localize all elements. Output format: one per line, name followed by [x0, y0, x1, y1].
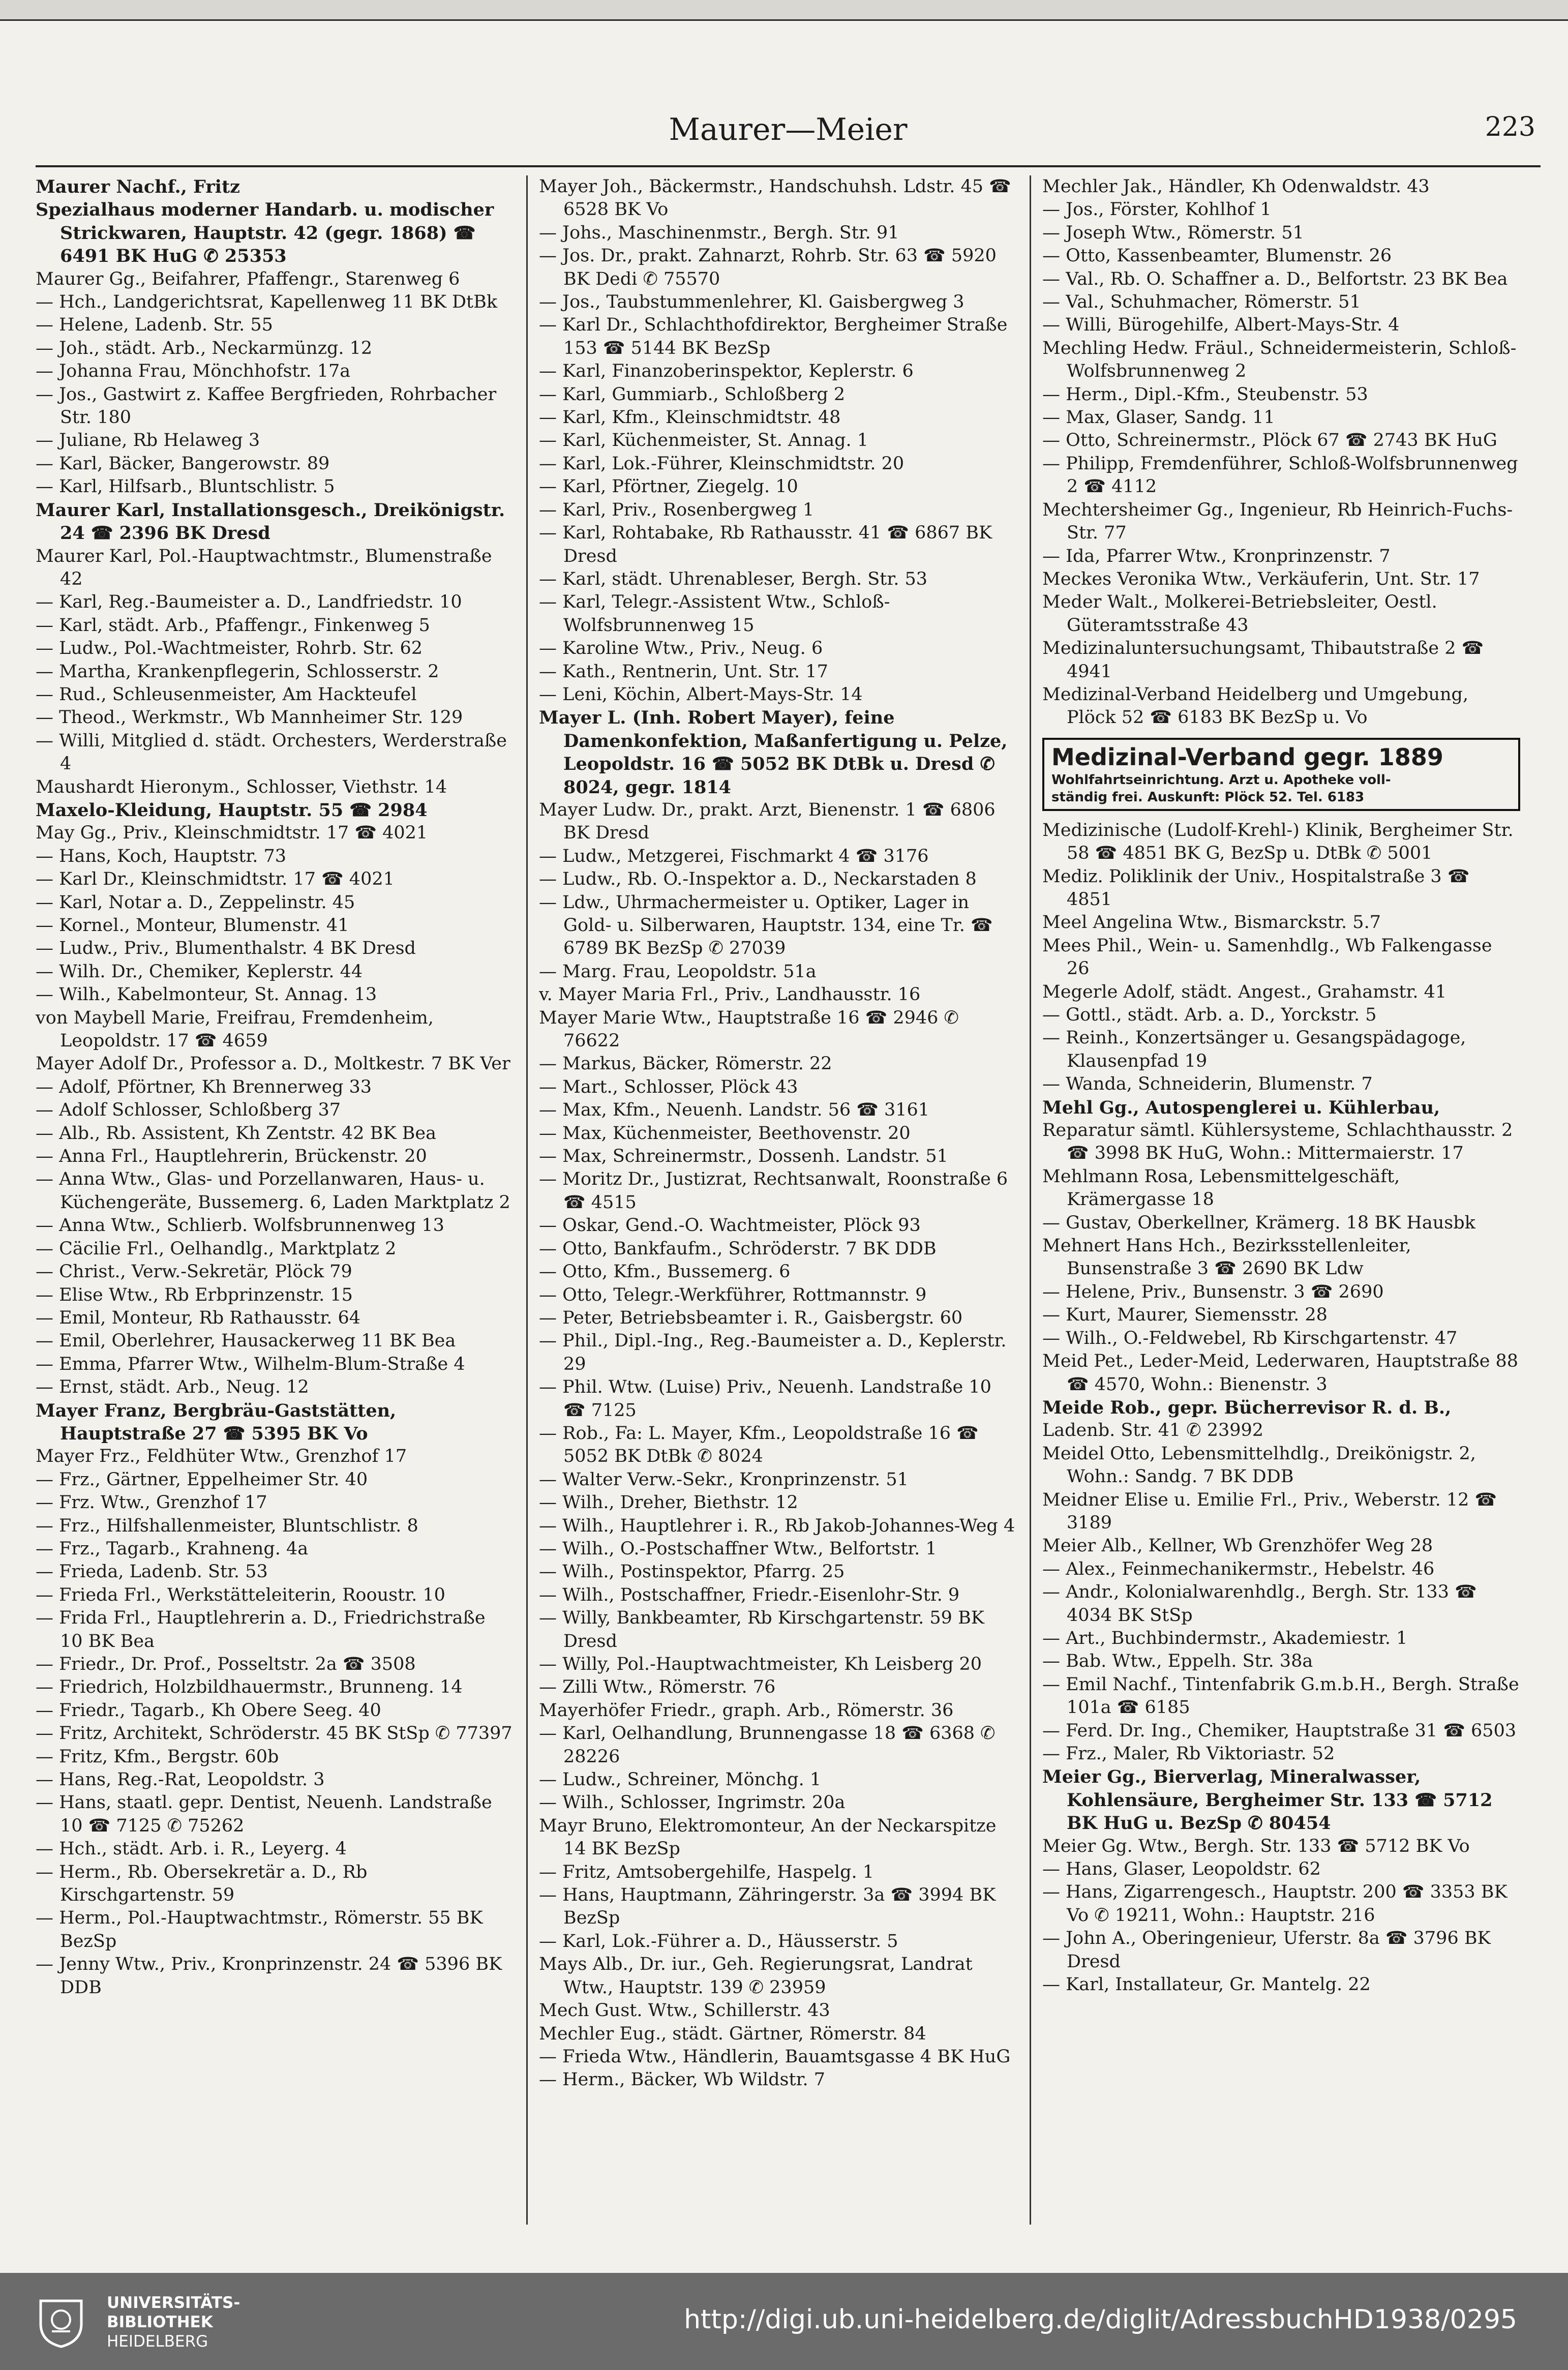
directory-entry: — Fritz, Amtsobergehilfe, Haspelg. 1	[539, 1862, 875, 1882]
directory-entry: — Joh., städt. Arb., Neckarmünzg. 12	[36, 338, 373, 358]
directory-entry: — Herm., Pol.-Hauptwachtmstr., Römerstr. 55 BK BezSp	[36, 1908, 483, 1952]
column-middle	[539, 175, 1017, 2225]
directory-entry: — Val., Schuhmacher, Römerstr. 51	[1042, 292, 1361, 313]
page-title: Maurer—Meier	[669, 112, 908, 147]
directory-entry: — Zilli Wtw., Römerstr. 76	[539, 1677, 776, 1698]
directory-entry: Mayer Joh., Bäckermstr., Handschuhsh. Ldstr. 45 ☎ 6528 BK Vo	[539, 176, 1011, 220]
directory-entry: — Emil, Monteur, Rb Rathausstr. 64	[36, 1307, 360, 1328]
directory-entry: Meid Pet., Leder-Meid, Lederwaren, Hauptstraße 88 ☎ 4570, Wohn.: Bienenstr. 3	[1042, 1351, 1519, 1395]
directory-entry: Mediz. Poliklinik der Univ., Hospitalstraße 3 ☎ 4851	[1042, 866, 1470, 910]
directory-entry: Meel Angelina Wtw., Bismarckstr. 5.7	[1042, 912, 1381, 933]
directory-entry: — Frz., Tagarb., Krahneng. 4a	[36, 1538, 309, 1559]
directory-entry: Maxelo-Kleidung, Hauptstr. 55 ☎ 2984	[36, 799, 428, 821]
directory-entry: Mehl Gg., Autospenglerei u. Kühlerbau,	[1042, 1097, 1440, 1118]
directory-entry: — Ludw., Rb. O.-Inspektor a. D., Neckarstaden 8	[539, 869, 977, 890]
directory-entry: — Hans, Koch, Hauptstr. 73	[36, 846, 287, 866]
directory-entry: — Emma, Pfarrer Wtw., Wilhelm-Blum-Straße 4	[36, 1354, 465, 1374]
directory-entry: — Otto, Telegr.-Werkführer, Rottmannstr. 9	[539, 1284, 927, 1305]
advertisement-line: Wohlfahrtseinrichtung. Arzt u. Apotheke voll-	[1051, 772, 1391, 788]
directory-entry: — Jos., Förster, Kohlhof 1	[1042, 199, 1272, 220]
directory-entry: Medizinische (Ludolf-Krehl-) Klinik, Bergheimer Str. 58 ☎ 4851 BK G, BezSp u. DtBk ✆ 5001	[1042, 820, 1514, 864]
directory-entry: — Theod., Werkmstr., Wb Mannheimer Str. 129	[36, 707, 463, 728]
directory-entry: Medizinal-Verband Heidelberg und Umgebung, Plöck 52 ☎ 6183 BK BezSp u. Vo	[1042, 684, 1469, 728]
directory-entry: — Max, Glaser, Sandg. 11	[1042, 407, 1275, 428]
directory-entry: — Ludw., Pol.-Wachtmeister, Rohrb. Str. 62	[36, 638, 423, 659]
directory-entry: — Helene, Priv., Bunsenstr. 3 ☎ 2690	[1042, 1281, 1384, 1302]
directory-entry: — Fritz, Architekt, Schröderstr. 45 BK StSp ✆ 77397	[36, 1723, 512, 1744]
directory-entry: — Cäcilie Frl., Oelhandlg., Marktplatz 2	[36, 1238, 397, 1259]
directory-entry: — Hch., städt. Arb. i. R., Leyerg. 4	[36, 1839, 347, 1859]
directory-entry: — Max, Küchenmeister, Beethovenstr. 20	[539, 1123, 911, 1144]
directory-entry: — Karl, städt. Uhrenableser, Bergh. Str. 53	[539, 568, 928, 589]
directory-entry: — Elise Wtw., Rb Erbprinzenstr. 15	[36, 1284, 353, 1305]
directory-entry: Maurer Gg., Beifahrer, Pfaffengr., Starenweg 6	[36, 268, 460, 289]
directory-entry: — Otto, Kassenbeamter, Blumenstr. 26	[1042, 246, 1392, 266]
directory-entry: — Reinh., Konzertsänger u. Gesangspädagoge, Klausenpfad 19	[1042, 1028, 1466, 1071]
directory-entry: — Bab. Wtw., Eppelh. Str. 38a	[1042, 1651, 1313, 1672]
directory-entry: — Otto, Schreinermstr., Plöck 67 ☎ 2743 BK HuG	[1042, 430, 1497, 451]
directory-entry: — Karoline Wtw., Priv., Neug. 6	[539, 638, 823, 659]
directory-entry: — Friedr., Dr. Prof., Posseltstr. 2a ☎ 3508	[36, 1654, 416, 1674]
directory-entry: — Hch., Landgerichtsrat, Kapellenweg 11 BK DtBk	[36, 292, 498, 313]
header-rule	[36, 165, 1541, 167]
directory-entry: Mechler Jak., Händler, Kh Odenwaldstr. 43	[1042, 176, 1430, 197]
directory-entry: — Art., Buchbindermstr., Akademiestr. 1	[1042, 1628, 1408, 1648]
directory-entry: — Karl, Lok.-Führer, Kleinschmidtstr. 20	[539, 453, 904, 474]
directory-entry: — Ldw., Uhrmachermeister u. Optiker, Lager in Gold- u. Silberwaren, Hauptstr. 134, eine Tr. ☎ 6789 BK BezSp ✆ 27039	[539, 892, 993, 959]
directory-entry: — Anna Wtw., Schlierb. Wolfsbrunnenweg 13	[36, 1215, 444, 1236]
directory-entry: — Ludw., Metzgerei, Fischmarkt 4 ☎ 3176	[539, 846, 929, 866]
directory-entry: — Emil Nachf., Tintenfabrik G.m.b.H., Bergh. Straße 101a ☎ 6185	[1042, 1674, 1519, 1718]
directory-entry: Meier Gg., Bierverlag, Mineralwasser, Kohlensäure, Bergheimer Str. 133 ☎ 5712 BK HuG u. BezSp ✆ 80454	[1042, 1766, 1493, 1834]
directory-entry: — Alex., Feinmechanikermstr., Hebelstr. 46	[1042, 1558, 1435, 1579]
directory-entry: — Karl, Bäcker, Bangerowstr. 89	[36, 453, 330, 474]
directory-entry: v. Mayer Maria Frl., Priv., Landhausstr. 16	[539, 984, 921, 1005]
directory-entry: — Val., Rb. O. Schaffner a. D., Belfortstr. 23 BK Bea	[1042, 268, 1508, 289]
directory-entry: — Johanna Frau, Mönchhofstr. 17a	[36, 361, 351, 382]
directory-entry: Mehlmann Rosa, Lebensmittelgeschäft, Krämergasse 18	[1042, 1166, 1400, 1210]
directory-entry: — Anna Wtw., Glas- und Porzellanwaren, Haus- u. Küchengeräte, Bussemerg. 6, Laden Marktplatz 2	[36, 1169, 510, 1213]
directory-entry: — Christ., Verw.-Sekretär, Plöck 79	[36, 1262, 352, 1282]
directory-entry: — Karl Dr., Kleinschmidtstr. 17 ☎ 4021	[36, 869, 395, 890]
directory-entry: Meier Gg. Wtw., Bergh. Str. 133 ☎ 5712 BK Vo	[1042, 1836, 1470, 1856]
directory-entry: — Andr., Kolonialwarenhdlg., Bergh. Str. 133 ☎ 4034 BK StSp	[1042, 1582, 1477, 1626]
advertisement-heading: Medizinal-Verband gegr. 1889	[1051, 743, 1443, 771]
directory-entry: — Ida, Pfarrer Wtw., Kronprinzenstr. 7	[1042, 546, 1391, 566]
directory-entry: — Peter, Betriebsbeamter i. R., Gaisbergstr. 60	[539, 1307, 963, 1328]
directory-entry: — Karl, Pförtner, Ziegelg. 10	[539, 476, 798, 497]
directory-entry: — Wilh., O.-Postschaffner Wtw., Belfortstr. 1	[539, 1538, 937, 1559]
advertisement-box	[1042, 738, 1520, 811]
directory-entry: — Hans, Hauptmann, Zähringerstr. 3a ☎ 3994 BK BezSp	[539, 1885, 996, 1929]
directory-entry: — Martha, Krankenpflegerin, Schlosserstr. 2	[36, 661, 439, 682]
directory-entry: — Wilh., O.-Feldwebel, Rb Kirschgartenstr. 47	[1042, 1328, 1458, 1348]
directory-entry: — Emil, Oberlehrer, Hausackerweg 11 BK Bea	[36, 1331, 456, 1352]
directory-entry: Mech Gust. Wtw., Schillerstr. 43	[539, 2000, 830, 2021]
column-right	[1042, 175, 1520, 2225]
directory-entry: — Jos., Gastwirt z. Kaffee Bergfrieden, Rohrbacher Str. 180	[36, 384, 497, 428]
directory-entry: — Alb., Rb. Assistent, Kh Zentstr. 42 BK Bea	[36, 1123, 436, 1144]
directory-entry: — Gottl., städt. Arb. a. D., Yorckstr. 5	[1042, 1005, 1377, 1025]
directory-entry: — Karl, Kfm., Kleinschmidtstr. 48	[539, 407, 841, 428]
directory-entry: — Ferd. Dr. Ing., Chemiker, Hauptstraße 31 ☎ 6503	[1042, 1720, 1517, 1741]
directory-entry: — Friedrich, Holzbildhauermstr., Brunneng. 14	[36, 1677, 463, 1698]
directory-entry: — Karl Dr., Schlachthofdirektor, Bergheimer Straße 153 ☎ 5144 BK BezSp	[539, 315, 1008, 358]
directory-entry: — Phil., Dipl.-Ing., Reg.-Baumeister a. D., Keplerstr. 29	[539, 1331, 1007, 1374]
directory-entry: — Moritz Dr., Justizrat, Rechtsanwalt, Roonstraße 6 ☎ 4515	[539, 1169, 1008, 1213]
directory-entry: Mees Phil., Wein- u. Samenhdlg., Wb Falkengasse 26	[1042, 935, 1492, 979]
directory-entry: — Frz., Maler, Rb Viktoriastr. 52	[1042, 1744, 1335, 1764]
directory-entry: Meide Rob., gepr. Bücherrevisor R. d. B.,	[1042, 1397, 1452, 1418]
directory-entry: — Max, Kfm., Neuenh. Landstr. 56 ☎ 3161	[539, 1100, 930, 1121]
directory-entry: — Helene, Ladenb. Str. 55	[36, 315, 273, 336]
directory-entry: Meier Alb., Kellner, Wb Grenzhöfer Weg 28	[1042, 1536, 1433, 1556]
directory-entry: — Karl, Hilfsarb., Bluntschlistr. 5	[36, 476, 335, 497]
directory-entry: Meidel Otto, Lebensmittelhdlg., Dreikönigstr. 2, Wohn.: Sandg. 7 BK DDB	[1042, 1443, 1476, 1487]
advertisement-line: ständig frei. Auskunft: Plöck 52. Tel. 6183	[1051, 789, 1365, 805]
directory-entry: — Jenny Wtw., Priv., Kronprinzenstr. 24 ☎ 5396 BK DDB	[36, 1954, 502, 1998]
directory-entry: — Hans, Glaser, Leopoldstr. 62	[1042, 1859, 1321, 1880]
directory-entry: — Adolf Schlosser, Schloßberg 37	[36, 1100, 341, 1121]
directory-entry: — Rob., Fa: L. Mayer, Kfm., Leopoldstraße 16 ☎ 5052 BK DtBk ✆ 8024	[539, 1423, 979, 1467]
directory-entry: — Ludw., Schreiner, Mönchg. 1	[539, 1769, 822, 1790]
source-url-link[interactable]: http://digi.ub.uni-heidelberg.de/diglit/AdressbuchHD1938/0295	[684, 2304, 1517, 2335]
directory-entry: — Philipp, Fremdenführer, Schloß-Wolfsbrunnenweg 2 ☎ 4112	[1042, 453, 1518, 497]
column-left	[36, 175, 514, 2225]
directory-entry: — Max, Schreinermstr., Dossenh. Landstr. 51	[539, 1146, 948, 1167]
directory-entry: Mayer Frz., Feldhüter Wtw., Grenzhof 17	[36, 1446, 407, 1467]
directory-entry: — Rud., Schleusenmeister, Am Hackteufel	[36, 684, 417, 705]
directory-entry: — Herm., Dipl.-Kfm., Steubenstr. 53	[1042, 384, 1368, 405]
directory-entry: Mechling Hedw. Fräul., Schneidermeisterin, Schloß-Wolfsbrunnenweg 2	[1042, 338, 1517, 382]
directory-entry: — Wilh., Postinspektor, Pfarrg. 25	[539, 1562, 845, 1582]
directory-entry: Meidner Elise u. Emilie Frl., Priv., Weberstr. 12 ☎ 3189	[1042, 1489, 1497, 1533]
library-name: UNIVERSITÄTS- BIBLIOTHEK HEIDELBERG	[107, 2294, 240, 2351]
column-divider	[526, 175, 528, 2225]
directory-entry: Mayer Franz, Bergbräu-Gaststätten, Hauptstraße 27 ☎ 5395 BK Vo	[36, 1400, 397, 1444]
directory-entry: Mayer Marie Wtw., Hauptstraße 16 ☎ 2946 ✆ 76622	[539, 1007, 959, 1052]
directory-entry: — Herm., Rb. Obersekretär a. D., Rb Kirschgartenstr. 59	[36, 1862, 368, 1906]
directory-entry: Ladenb. Str. 41 ✆ 23992	[1042, 1420, 1264, 1441]
directory-entry: — Jos., Taubstummenlehrer, Kl. Gaisbergweg 3	[539, 292, 964, 313]
directory-entry: Mayr Bruno, Elektromonteur, An der Neckarspitze 14 BK BezSp	[539, 1815, 997, 1859]
directory-entry: — Frieda, Ladenb. Str. 53	[36, 1562, 268, 1582]
column-divider	[1030, 175, 1031, 2225]
directory-entry: Maurer Karl, Installationsgesch., Dreikönigstr. 24 ☎ 2396 BK Dresd	[36, 499, 505, 544]
directory-entry: — Otto, Bankfaufm., Schröderstr. 7 BK DDB	[539, 1238, 937, 1259]
directory-entry: — Wilh., Schlosser, Ingrimstr. 20a	[539, 1792, 846, 1813]
directory-entry: — Gustav, Oberkellner, Krämerg. 18 BK Hausbk	[1042, 1212, 1475, 1233]
directory-page	[36, 66, 1541, 2237]
directory-entry: — Frz., Gärtner, Eppelheimer Str. 40	[36, 1469, 368, 1490]
directory-entry: Medizinaluntersuchungsamt, Thibautstraße 2 ☎ 4941	[1042, 638, 1484, 682]
directory-entry: — Karl, Küchenmeister, St. Annag. 1	[539, 430, 869, 451]
directory-entry: — Karl, Reg.-Baumeister a. D., Landfriedstr. 10	[36, 592, 462, 613]
directory-entry: — Karl, Priv., Rosenbergweg 1	[539, 499, 815, 520]
directory-entry: — Leni, Köchin, Albert-Mays-Str. 14	[539, 684, 863, 705]
directory-entry: — Willy, Pol.-Hauptwachtmeister, Kh Leisberg 20	[539, 1654, 982, 1674]
page-number: 223	[1485, 112, 1535, 142]
directory-entry: — Hans, staatl. gepr. Dentist, Neuenh. Landstraße 10 ☎ 7125 ✆ 75262	[36, 1792, 492, 1836]
directory-entry: — Mart., Schlosser, Plöck 43	[539, 1076, 798, 1097]
directory-entry: — Johs., Maschinenmstr., Bergh. Str. 91	[539, 222, 899, 243]
directory-entry: — Adolf, Pförtner, Kh Brennerweg 33	[36, 1076, 372, 1097]
directory-entry: — Ernst, städt. Arb., Neug. 12	[36, 1377, 309, 1398]
directory-entry: — Hans, Zigarrengesch., Hauptstr. 200 ☎ 3353 BK Vo ✆ 19211, Wohn.: Hauptstr. 216	[1042, 1882, 1507, 1926]
directory-entry: Megerle Adolf, städt. Angest., Grahamstr. 41	[1042, 981, 1447, 1002]
directory-entry: Mayer L. (Inh. Robert Mayer), feine Damenkonfektion, Maßanfertigung u. Pelze, Leopoldstr. 16 ☎ 5052 BK DtBk u. Dresd ✆ 8024, gegr. 1814	[539, 707, 1008, 798]
scan-top-edge	[0, 0, 1568, 21]
directory-entry: Maurer Karl, Pol.-Hauptwachtmstr., Blumenstraße 42	[36, 546, 492, 589]
directory-entry: — Walter Verw.-Sekr., Kronprinzenstr. 51	[539, 1469, 909, 1490]
directory-entry: — Willy, Bankbeamter, Rb Kirschgartenstr. 59 BK Dresd	[539, 1608, 984, 1652]
directory-entry: Mays Alb., Dr. iur., Geh. Regierungsrat, Landrat Wtw., Hauptstr. 139 ✆ 23959	[539, 1954, 973, 1998]
directory-entry: — Joseph Wtw., Römerstr. 51	[1042, 222, 1304, 243]
directory-entry: — Karl, Telegr.-Assistent Wtw., Schloß-Wolfsbrunnenweg 15	[539, 592, 890, 636]
directory-entry: Mayerhöfer Friedr., graph. Arb., Römerstr. 36	[539, 1700, 954, 1721]
directory-entry: — John A., Oberingenieur, Uferstr. 8a ☎ 3796 BK Dresd	[1042, 1928, 1491, 1972]
directory-entry: — Karl, Installateur, Gr. Mantelg. 22	[1042, 1974, 1371, 1995]
directory-entry: — Hans, Reg.-Rat, Leopoldstr. 3	[36, 1769, 325, 1790]
directory-entry: — Markus, Bäcker, Römerstr. 22	[539, 1054, 832, 1074]
directory-entry: — Phil. Wtw. (Luise) Priv., Neuenh. Landstraße 10 ☎ 7125	[539, 1377, 991, 1421]
directory-entry: — Marg. Frau, Leopoldstr. 51a	[539, 961, 817, 982]
directory-entry: — Fritz, Kfm., Bergstr. 60b	[36, 1746, 279, 1767]
directory-entry: — Willi, Bürogehilfe, Albert-Mays-Str. 4	[1042, 315, 1400, 336]
directory-entry: — Jos. Dr., prakt. Zahnarzt, Rohrb. Str. 63 ☎ 5920 BK Dedi ✆ 75570	[539, 246, 997, 289]
directory-entry: — Frida Frl., Hauptlehrerin a. D., Friedrichstraße 10 BK Bea	[36, 1608, 486, 1652]
library-footer	[0, 2273, 1568, 2370]
directory-entry: — Frieda Frl., Werkstätteleiterin, Rooustr. 10	[36, 1584, 445, 1605]
university-seal-icon	[31, 2293, 92, 2349]
directory-entry: — Karl, Rohtabake, Rb Rathausstr. 41 ☎ 6867 BK Dresd	[539, 523, 992, 566]
directory-entry: — Frz., Hilfshallenmeister, Bluntschlistr. 8	[36, 1515, 418, 1536]
directory-entry: — Frieda Wtw., Händlerin, Bauamtsgasse 4 BK HuG	[539, 2046, 1011, 2067]
directory-entry: Meder Walt., Molkerei-Betriebsleiter, Oestl. Güteramtsstraße 43	[1042, 592, 1437, 636]
directory-entry: von Maybell Marie, Freifrau, Fremdenheim, Leopoldstr. 17 ☎ 4659	[36, 1007, 434, 1052]
directory-entry: — Wilh. Dr., Chemiker, Keplerstr. 44	[36, 961, 363, 982]
directory-entry: — Karl, städt. Arb., Pfaffengr., Finkenweg 5	[36, 615, 430, 636]
directory-entry: — Wilh., Dreher, Biethstr. 12	[539, 1492, 798, 1513]
directory-entry: Maurer Nachf., Fritz	[36, 176, 240, 197]
directory-entry: Mechtersheimer Gg., Ingenieur, Rb Heinrich-Fuchs-Str. 77	[1042, 499, 1513, 544]
directory-entry: Spezialhaus moderner Handarb. u. modischer Strickwaren, Hauptstr. 42 (gegr. 1868) ☎ 6491 BK HuG ✆ 25353	[36, 199, 494, 267]
directory-entry: Mehnert Hans Hch., Bezirksstellenleiter, Bunsenstraße 3 ☎ 2690 BK Ldw	[1042, 1236, 1411, 1279]
directory-entry: — Kurt, Maurer, Siemensstr. 28	[1042, 1305, 1328, 1326]
directory-entry: — Friedr., Tagarb., Kh Obere Seeg. 40	[36, 1700, 381, 1721]
page-header	[36, 107, 1541, 163]
directory-entry: — Oskar, Gend.-O. Wachtmeister, Plöck 93	[539, 1215, 921, 1236]
directory-entry: Meckes Veronika Wtw., Verkäuferin, Unt. Str. 17	[1042, 568, 1480, 589]
directory-entry: — Wilh., Postschaffner, Friedr.-Eisenlohr-Str. 9	[539, 1584, 960, 1605]
directory-entry: May Gg., Priv., Kleinschmidtstr. 17 ☎ 4021	[36, 823, 428, 844]
directory-entry: — Anna Frl., Hauptlehrerin, Brückenstr. 20	[36, 1146, 427, 1167]
directory-entry: — Kath., Rentnerin, Unt. Str. 17	[539, 661, 828, 682]
directory-entry: — Kornel., Monteur, Blumenstr. 41	[36, 915, 349, 936]
directory-entry: — Otto, Kfm., Bussemerg. 6	[539, 1262, 791, 1282]
directory-entry: Maushardt Hieronym., Schlosser, Viethstr. 14	[36, 776, 447, 797]
directory-entry: — Herm., Bäcker, Wb Wildstr. 7	[539, 2069, 825, 2090]
directory-entry: — Wilh., Kabelmonteur, St. Annag. 13	[36, 984, 377, 1005]
directory-entry: — Wilh., Hauptlehrer i. R., Rb Jakob-Johannes-Weg 4	[539, 1515, 1015, 1536]
directory-entry: Mayer Adolf Dr., Professor a. D., Moltkestr. 7 BK Ver	[36, 1054, 510, 1074]
directory-entry: Mechler Eug., städt. Gärtner, Römerstr. 84	[539, 2023, 926, 2044]
directory-entry: Reparatur sämtl. Kühlersysteme, Schlachthausstr. 2 ☎ 3998 BK HuG, Wohn.: Mittermaierstr. 17	[1042, 1120, 1513, 1164]
directory-entry: — Juliane, Rb Helaweg 3	[36, 430, 260, 451]
directory-entry: Mayer Ludw. Dr., prakt. Arzt, Bienenstr. 1 ☎ 6806 BK Dresd	[539, 799, 996, 844]
directory-entry: — Karl, Notar a. D., Zeppelinstr. 45	[36, 892, 355, 913]
directory-entry: — Ludw., Priv., Blumenthalstr. 4 BK Dresd	[36, 938, 416, 959]
directory-entry: — Willi, Mitglied d. städt. Orchesters, Werderstraße 4	[36, 730, 507, 774]
directory-entry: — Karl, Gummiarb., Schloßberg 2	[539, 384, 846, 405]
directory-entry: — Wanda, Schneiderin, Blumenstr. 7	[1042, 1074, 1373, 1095]
directory-entry: — Karl, Oelhandlung, Brunnengasse 18 ☎ 6368 ✆ 28226	[539, 1723, 996, 1767]
directory-entry: — Frz. Wtw., Grenzhof 17	[36, 1492, 267, 1513]
directory-entry: — Karl, Finanzoberinspektor, Keplerstr. 6	[539, 361, 914, 382]
directory-entry: — Karl, Lok.-Führer a. D., Häusserstr. 5	[539, 1931, 898, 1952]
